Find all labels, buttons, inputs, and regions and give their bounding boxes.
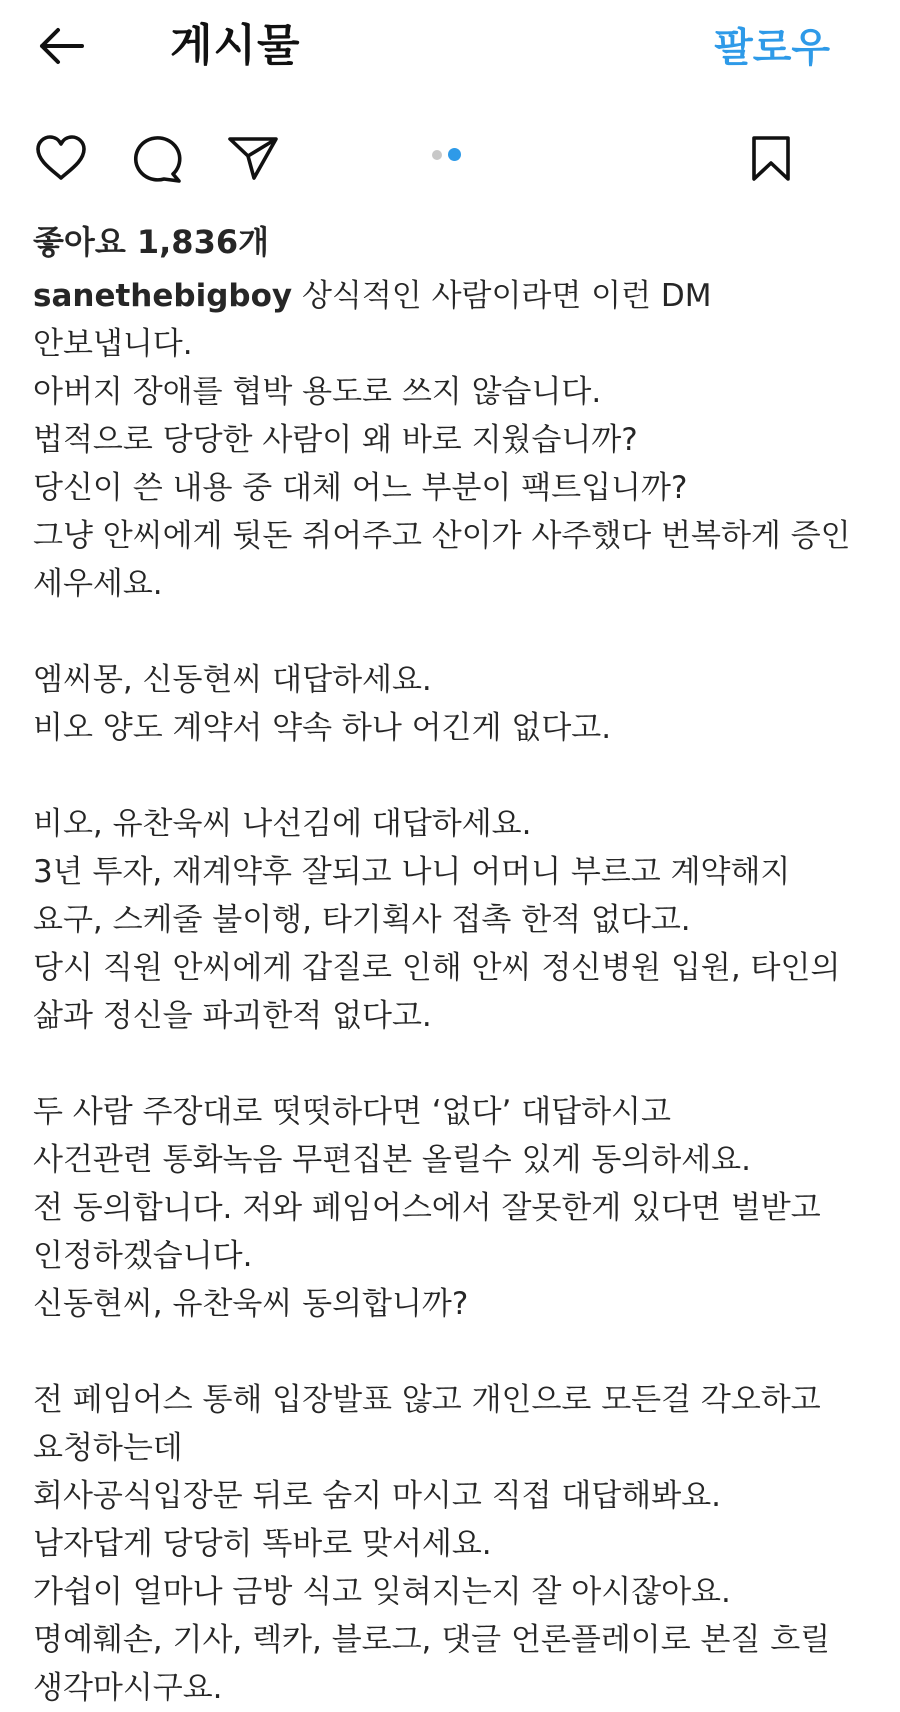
caption-line: 비오, 유찬욱씨 나선김에 대답하세요.: [33, 806, 532, 842]
caption-line: 안보냅니다.: [33, 326, 193, 362]
author-username[interactable]: sanethebigboy: [33, 278, 293, 314]
caption-line: 당신이 쓴 내용 중 대체 어느 부분이 팩트입니까?: [33, 470, 688, 506]
caption-line: 3년 투자, 재계약후 잘되고 나니 어머니 부르고 계약해지: [33, 854, 791, 890]
caption-line: 삶과 정신을 파괴한적 없다고.: [33, 998, 432, 1034]
caption-blank-line: [33, 1040, 883, 1088]
caption-text: 상식적인 사람이라면 이런 DM: [292, 278, 712, 314]
share-icon: [226, 134, 280, 182]
bookmark-icon: [746, 134, 796, 184]
back-button[interactable]: [36, 22, 96, 70]
caption-line: 남자답게 당당히 똑바로 맞서세요.: [33, 1526, 492, 1562]
caption-line: 아버지 장애를 협박 용도로 쓰지 않습니다.: [33, 374, 602, 410]
carousel-indicator: [432, 148, 461, 161]
post-action-bar: [0, 128, 900, 188]
caption-line: 가쉽이 얼마나 금방 식고 잊혀지는지 잘 아시잖아요.: [33, 1574, 731, 1610]
caption-line: 엠씨몽, 신동현씨 대답하세요.: [33, 662, 432, 698]
follow-button[interactable]: 팔로우: [714, 25, 830, 71]
caption-line: 인정하겠습니다.: [33, 1238, 253, 1274]
like-count[interactable]: 좋아요 1,836개: [33, 223, 270, 261]
caption-line: 회사공식입장문 뒤로 숨지 마시고 직접 대답해봐요.: [33, 1478, 721, 1514]
share-button[interactable]: [226, 134, 280, 186]
caption-line: 전 페임어스 통해 입장발표 않고 개인으로 모든걸 각오하고: [33, 1382, 821, 1418]
like-button[interactable]: [34, 134, 88, 186]
caption-blank-line: [33, 752, 883, 800]
caption-line: 당시 직원 안씨에게 갑질로 인해 안씨 정신병원 입원, 타인의: [33, 950, 841, 986]
top-bar: [0, 0, 900, 100]
caption-line: 세우세요.: [33, 566, 163, 602]
bookmark-button[interactable]: [746, 134, 796, 188]
caption-body: [33, 320, 883, 1712]
carousel-dot: [432, 150, 442, 160]
heart-icon: [34, 134, 88, 182]
caption-line: 그냥 안씨에게 뒷돈 쥐어주고 산이가 사주했다 번복하게 증인: [33, 518, 851, 554]
caption-line: 사건관련 통화녹음 무편집본 올릴수 있게 동의하세요.: [33, 1142, 751, 1178]
carousel-dot-active: [448, 148, 461, 161]
caption-blank-line: [33, 608, 883, 656]
caption-line: 요구, 스케줄 불이행, 타기획사 접촉 한적 없다고.: [33, 902, 691, 938]
comment-button[interactable]: [130, 134, 184, 188]
caption-line: 명예훼손, 기사, 렉카, 블로그, 댓글 언론플레이로 본질 흐릴: [33, 1622, 831, 1658]
comment-icon: [130, 134, 184, 184]
caption-line: 법적으로 당당한 사람이 왜 바로 지웠습니까?: [33, 422, 638, 458]
caption-line: 생각마시구요.: [33, 1670, 223, 1706]
caption-line: 요청하는데: [33, 1430, 183, 1466]
page-title: 게시물: [170, 20, 301, 71]
caption-line: 신동현씨, 유찬욱씨 동의합니까?: [33, 1286, 469, 1322]
caption-line: 전 동의합니다. 저와 페임어스에서 잘못한게 있다면 벌받고: [33, 1190, 821, 1226]
post-caption: [33, 272, 883, 1712]
caption-blank-line: [33, 1328, 883, 1376]
caption-first-line: [33, 272, 883, 320]
caption-line: 두 사람 주장대로 떳떳하다면 ‘없다’ 대답하시고: [33, 1094, 671, 1130]
back-arrow-icon: [36, 26, 86, 66]
caption-line: 비오 양도 계약서 약속 하나 어긴게 없다고.: [33, 710, 612, 746]
